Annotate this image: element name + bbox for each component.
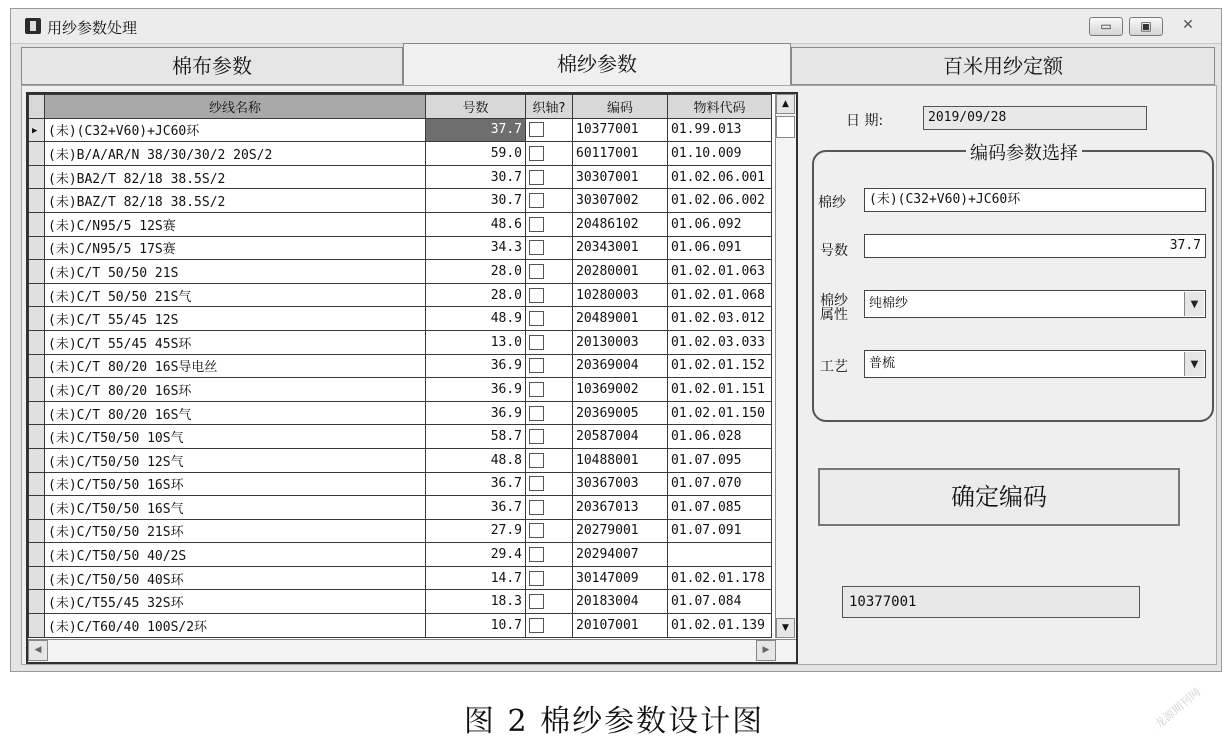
cell-code[interactable]: 20294007 — [573, 543, 668, 567]
table-row[interactable] — [29, 260, 772, 284]
table-row[interactable] — [29, 614, 772, 638]
header-yarn-name[interactable]: 纱线名称 — [45, 95, 426, 119]
cell-material-code[interactable]: 01.02.01.068 — [668, 283, 772, 307]
title-bar — [11, 9, 1221, 44]
beam-checkbox[interactable] — [529, 146, 544, 161]
cell-yarn-name[interactable]: (未)C/T 50/50 21S气 — [45, 283, 426, 307]
yarn-grid — [26, 92, 798, 664]
cell-material-code[interactable]: 01.99.013 — [668, 118, 772, 142]
watermark: 龙源期刊网 — [1152, 685, 1204, 732]
table-header-row — [29, 95, 772, 119]
cell-yarn-name[interactable]: (未)C/T 55/45 45S环 — [45, 330, 426, 354]
beam-checkbox[interactable] — [529, 500, 544, 515]
cell-material-code[interactable]: 01.02.03.012 — [668, 307, 772, 331]
cell-material-code[interactable]: 01.02.01.152 — [668, 354, 772, 378]
cell-code[interactable]: 10488001 — [573, 448, 668, 472]
row-indicator[interactable] — [29, 448, 45, 472]
table-row[interactable] — [29, 236, 772, 260]
scroll-left-icon[interactable]: ◀ — [28, 640, 48, 661]
cell-yarn-name[interactable]: (未)BA2/T 82/18 38.5S/2 — [45, 165, 426, 189]
cell-count[interactable]: 28.0 — [426, 283, 526, 307]
cell-yarn-name[interactable]: (未)C/T50/50 12S气 — [45, 448, 426, 472]
cell-count[interactable]: 30.7 — [426, 165, 526, 189]
cell-count[interactable]: 10.7 — [426, 614, 526, 638]
cell-yarn-name[interactable]: (未)C/N95/5 12S赛 — [45, 212, 426, 236]
table-row[interactable] — [29, 283, 772, 307]
cell-count[interactable]: 48.8 — [426, 448, 526, 472]
header-code[interactable]: 编码 — [573, 95, 668, 119]
table-row[interactable] — [29, 401, 772, 425]
cell-code[interactable]: 20183004 — [573, 590, 668, 614]
row-indicator[interactable] — [29, 330, 45, 354]
cell-code[interactable]: 10280003 — [573, 283, 668, 307]
group-title: 编码参数选择 — [966, 139, 1082, 165]
window-title: 用纱参数处理 — [47, 19, 138, 37]
cell-material-code[interactable]: 01.02.06.002 — [668, 189, 772, 213]
header-corner — [29, 95, 45, 119]
table-body — [29, 118, 772, 637]
cell-material-code[interactable]: 01.02.01.063 — [668, 260, 772, 284]
cell-count[interactable]: 36.7 — [426, 472, 526, 496]
cell-code[interactable]: 30307001 — [573, 165, 668, 189]
beam-checkbox[interactable] — [529, 358, 544, 373]
yarn-table — [28, 94, 772, 638]
row-indicator[interactable] — [29, 378, 45, 402]
cell-beam — [526, 307, 573, 331]
yarn-attr-value: 纯棉纱 — [869, 296, 909, 311]
cell-count[interactable]: 27.9 — [426, 519, 526, 543]
yarn-attr-select[interactable] — [864, 290, 1206, 318]
cell-beam — [526, 283, 573, 307]
beam-checkbox[interactable] — [529, 594, 544, 609]
table-row[interactable] — [29, 330, 772, 354]
process-select[interactable] — [864, 350, 1206, 378]
cell-beam — [526, 378, 573, 402]
app-icon — [25, 18, 41, 34]
cell-beam — [526, 543, 573, 567]
cell-code[interactable]: 20107001 — [573, 614, 668, 638]
row-indicator[interactable] — [29, 189, 45, 213]
table-row[interactable] — [29, 519, 772, 543]
tab-yarn-quota[interactable]: 百米用纱定额 — [791, 47, 1215, 85]
cell-material-code[interactable]: 01.06.028 — [668, 425, 772, 449]
cell-material-code[interactable]: 01.02.01.150 — [668, 401, 772, 425]
table-row[interactable] — [29, 354, 772, 378]
table-row[interactable] — [29, 590, 772, 614]
row-indicator[interactable] — [29, 543, 45, 567]
cell-material-code[interactable]: 01.06.091 — [668, 236, 772, 260]
cell-yarn-name[interactable]: (未)C/T60/40 100S/2环 — [45, 614, 426, 638]
row-indicator[interactable] — [29, 566, 45, 590]
cell-beam — [526, 614, 573, 638]
row-indicator[interactable] — [29, 354, 45, 378]
process-value: 普梳 — [869, 356, 896, 371]
count-field[interactable]: 37.7 — [864, 234, 1206, 258]
yarn-attr-label-line1: 棉纱 — [820, 293, 848, 309]
cell-yarn-name[interactable]: (未)C/T 50/50 21S — [45, 260, 426, 284]
beam-checkbox[interactable] — [529, 429, 544, 444]
cell-beam — [526, 590, 573, 614]
table-row[interactable] — [29, 566, 772, 590]
row-indicator[interactable] — [29, 425, 45, 449]
table-row[interactable] — [29, 189, 772, 213]
minimize-button[interactable]: ▭ — [1089, 17, 1123, 36]
cell-code[interactable]: 20587004 — [573, 425, 668, 449]
cell-material-code[interactable]: 01.02.01.178 — [668, 566, 772, 590]
row-indicator[interactable] — [29, 283, 45, 307]
cell-material-code[interactable]: 01.07.085 — [668, 496, 772, 520]
cell-code[interactable]: 20369004 — [573, 354, 668, 378]
row-indicator[interactable] — [29, 118, 45, 142]
current-row-icon: ▶ — [32, 126, 38, 137]
cell-beam — [526, 189, 573, 213]
cell-code[interactable]: 30307002 — [573, 189, 668, 213]
process-label: 工艺 — [820, 359, 848, 375]
cell-code[interactable]: 30147009 — [573, 566, 668, 590]
cell-beam — [526, 496, 573, 520]
scroll-down-icon[interactable]: ▼ — [776, 618, 795, 638]
cell-yarn-name[interactable]: (未)C/T50/50 40S环 — [45, 566, 426, 590]
count-label: 号数 — [820, 243, 848, 259]
tab-fabric-params[interactable]: 棉布参数 — [21, 47, 403, 85]
cell-code[interactable]: 20280001 — [573, 260, 668, 284]
cell-beam — [526, 212, 573, 236]
cell-count[interactable]: 30.7 — [426, 189, 526, 213]
table-row[interactable] — [29, 472, 772, 496]
row-indicator[interactable] — [29, 401, 45, 425]
cell-beam — [526, 165, 573, 189]
cell-count[interactable]: 28.0 — [426, 260, 526, 284]
cell-code[interactable]: 20367013 — [573, 496, 668, 520]
cell-material-code[interactable]: 01.02.01.139 — [668, 614, 772, 638]
beam-checkbox[interactable] — [529, 193, 544, 208]
cell-yarn-name[interactable]: (未)C/T 80/20 16S环 — [45, 378, 426, 402]
cell-yarn-name[interactable]: (未)C/T50/50 16S环 — [45, 472, 426, 496]
yarn-attr-label-line2: 属性 — [820, 307, 848, 323]
yarn-label: 棉纱 — [818, 195, 846, 211]
figure-caption: 图 2 棉纱参数设计图 — [463, 704, 765, 739]
table-row[interactable] — [29, 142, 772, 166]
cell-code[interactable]: 10377001 — [573, 118, 668, 142]
cell-count[interactable]: 13.0 — [426, 330, 526, 354]
table-row[interactable] — [29, 118, 772, 142]
tab-yarn-params[interactable]: 棉纱参数 — [403, 43, 791, 86]
cell-count[interactable]: 59.0 — [426, 142, 526, 166]
cell-count[interactable]: 14.7 — [426, 566, 526, 590]
cell-material-code[interactable]: 01.07.084 — [668, 590, 772, 614]
beam-checkbox[interactable] — [529, 122, 544, 137]
table-row[interactable] — [29, 543, 772, 567]
cell-code[interactable]: 30367003 — [573, 472, 668, 496]
row-indicator[interactable] — [29, 519, 45, 543]
cell-beam — [526, 472, 573, 496]
cell-yarn-name[interactable]: (未)C/T 55/45 12S — [45, 307, 426, 331]
cell-code[interactable]: 20343001 — [573, 236, 668, 260]
code-param-group — [812, 143, 1214, 422]
row-indicator[interactable] — [29, 472, 45, 496]
horizontal-scrollbar[interactable] — [28, 639, 796, 662]
cell-code[interactable]: 20130003 — [573, 330, 668, 354]
header-count[interactable]: 号数 — [426, 95, 526, 119]
cell-beam — [526, 260, 573, 284]
row-indicator[interactable] — [29, 260, 45, 284]
row-indicator[interactable] — [29, 307, 45, 331]
cell-count[interactable]: 34.3 — [426, 236, 526, 260]
cell-count[interactable]: 29.4 — [426, 543, 526, 567]
cell-material-code[interactable]: 01.02.06.001 — [668, 165, 772, 189]
cell-count[interactable]: 36.9 — [426, 378, 526, 402]
scroll-up-icon[interactable]: ▲ — [776, 94, 795, 114]
beam-checkbox[interactable] — [529, 240, 544, 255]
cell-beam — [526, 401, 573, 425]
cell-count[interactable]: 36.7 — [426, 496, 526, 520]
row-indicator[interactable] — [29, 212, 45, 236]
cell-count[interactable]: 18.3 — [426, 590, 526, 614]
beam-checkbox[interactable] — [529, 311, 544, 326]
cell-beam — [526, 354, 573, 378]
cell-count[interactable]: 36.9 — [426, 354, 526, 378]
cell-yarn-name[interactable]: (未)B/A/AR/N 38/30/30/2 20S/2 — [45, 142, 426, 166]
cell-count[interactable]: 48.9 — [426, 307, 526, 331]
cell-code[interactable]: 20489001 — [573, 307, 668, 331]
cell-material-code[interactable]: 01.07.070 — [668, 472, 772, 496]
beam-checkbox[interactable] — [529, 476, 544, 491]
vertical-scrollbar[interactable] — [775, 94, 796, 638]
chevron-down-icon[interactable]: ▼ — [1184, 352, 1204, 376]
cell-beam — [526, 142, 573, 166]
date-field[interactable]: 2019/09/28 — [923, 106, 1147, 130]
cell-beam — [526, 330, 573, 354]
row-indicator[interactable] — [29, 165, 45, 189]
cell-yarn-name[interactable]: (未)BAZ/T 82/18 38.5S/2 — [45, 189, 426, 213]
cell-material-code[interactable]: 01.07.095 — [668, 448, 772, 472]
parameter-pane — [802, 86, 1216, 664]
chevron-down-icon[interactable]: ▼ — [1184, 292, 1204, 316]
cell-beam — [526, 566, 573, 590]
table-row[interactable] — [29, 212, 772, 236]
cell-yarn-name[interactable]: (未)C/N95/5 17S赛 — [45, 236, 426, 260]
cell-material-code[interactable]: 01.06.092 — [668, 212, 772, 236]
row-indicator[interactable] — [29, 614, 45, 638]
date-label: 日 期: — [846, 113, 884, 129]
table-row[interactable] — [29, 448, 772, 472]
beam-checkbox[interactable] — [529, 288, 544, 303]
cell-count[interactable]: 37.7 — [426, 118, 526, 142]
header-beam[interactable]: 织轴? — [526, 95, 573, 119]
cell-yarn-name[interactable]: (未)C/T 80/20 16S导电丝 — [45, 354, 426, 378]
beam-checkbox[interactable] — [529, 453, 544, 468]
cell-count[interactable]: 48.6 — [426, 212, 526, 236]
beam-checkbox[interactable] — [529, 406, 544, 421]
row-indicator[interactable] — [29, 236, 45, 260]
table-row[interactable] — [29, 307, 772, 331]
table-row[interactable] — [29, 165, 772, 189]
cell-yarn-name[interactable]: (未)C/T50/50 40/2S — [45, 543, 426, 567]
row-indicator[interactable] — [29, 496, 45, 520]
cell-material-code[interactable]: 01.02.03.033 — [668, 330, 772, 354]
beam-checkbox[interactable] — [529, 523, 544, 538]
beam-checkbox[interactable] — [529, 382, 544, 397]
maximize-button[interactable]: ▣ — [1129, 17, 1163, 36]
yarn-attr-label — [820, 294, 848, 322]
cell-code[interactable]: 20279001 — [573, 519, 668, 543]
cell-beam — [526, 118, 573, 142]
app-window — [10, 8, 1222, 672]
tab-panel — [21, 85, 1217, 665]
beam-checkbox[interactable] — [529, 217, 544, 232]
row-indicator[interactable] — [29, 142, 45, 166]
cell-material-code[interactable]: 01.02.01.151 — [668, 378, 772, 402]
table-row[interactable] — [29, 425, 772, 449]
cell-material-code[interactable]: 01.07.091 — [668, 519, 772, 543]
cell-beam — [526, 236, 573, 260]
cell-code[interactable]: 60117001 — [573, 142, 668, 166]
cell-code[interactable]: 20486102 — [573, 212, 668, 236]
cell-yarn-name[interactable]: (未)C/T50/50 16S气 — [45, 496, 426, 520]
cell-material-code[interactable] — [668, 543, 772, 567]
scroll-thumb[interactable] — [776, 116, 795, 138]
confirm-code-button[interactable]: 确定编码 — [818, 468, 1180, 526]
cell-yarn-name[interactable]: (未)C/T50/50 21S环 — [45, 519, 426, 543]
beam-checkbox[interactable] — [529, 170, 544, 185]
cell-yarn-name[interactable]: (未)C/T50/50 10S气 — [45, 425, 426, 449]
cell-count[interactable]: 58.7 — [426, 425, 526, 449]
cell-beam — [526, 519, 573, 543]
cell-code[interactable]: 10369002 — [573, 378, 668, 402]
header-material-code[interactable]: 物料代码 — [668, 95, 772, 119]
table-row[interactable] — [29, 378, 772, 402]
scroll-right-icon[interactable]: ▶ — [756, 640, 776, 661]
cell-yarn-name[interactable]: (未)C/T55/45 32S环 — [45, 590, 426, 614]
beam-checkbox[interactable] — [529, 264, 544, 279]
beam-checkbox[interactable] — [529, 571, 544, 586]
table-row[interactable] — [29, 496, 772, 520]
cell-beam — [526, 448, 573, 472]
close-button[interactable]: ✕ — [1182, 17, 1194, 33]
cell-yarn-name[interactable]: (未)C/T 80/20 16S气 — [45, 401, 426, 425]
beam-checkbox[interactable] — [529, 547, 544, 562]
cell-yarn-name[interactable]: (未)(C32+V60)+JC60环 — [45, 118, 426, 142]
row-indicator[interactable] — [29, 590, 45, 614]
yarn-field[interactable]: (未)(C32+V60)+JC60环 — [864, 188, 1206, 212]
beam-checkbox[interactable] — [529, 335, 544, 350]
cell-count[interactable]: 36.9 — [426, 401, 526, 425]
beam-checkbox[interactable] — [529, 618, 544, 633]
cell-code[interactable]: 20369005 — [573, 401, 668, 425]
result-code-field[interactable]: 10377001 — [842, 586, 1140, 618]
tab-strip — [19, 43, 1217, 85]
cell-beam — [526, 425, 573, 449]
cell-material-code[interactable]: 01.10.009 — [668, 142, 772, 166]
